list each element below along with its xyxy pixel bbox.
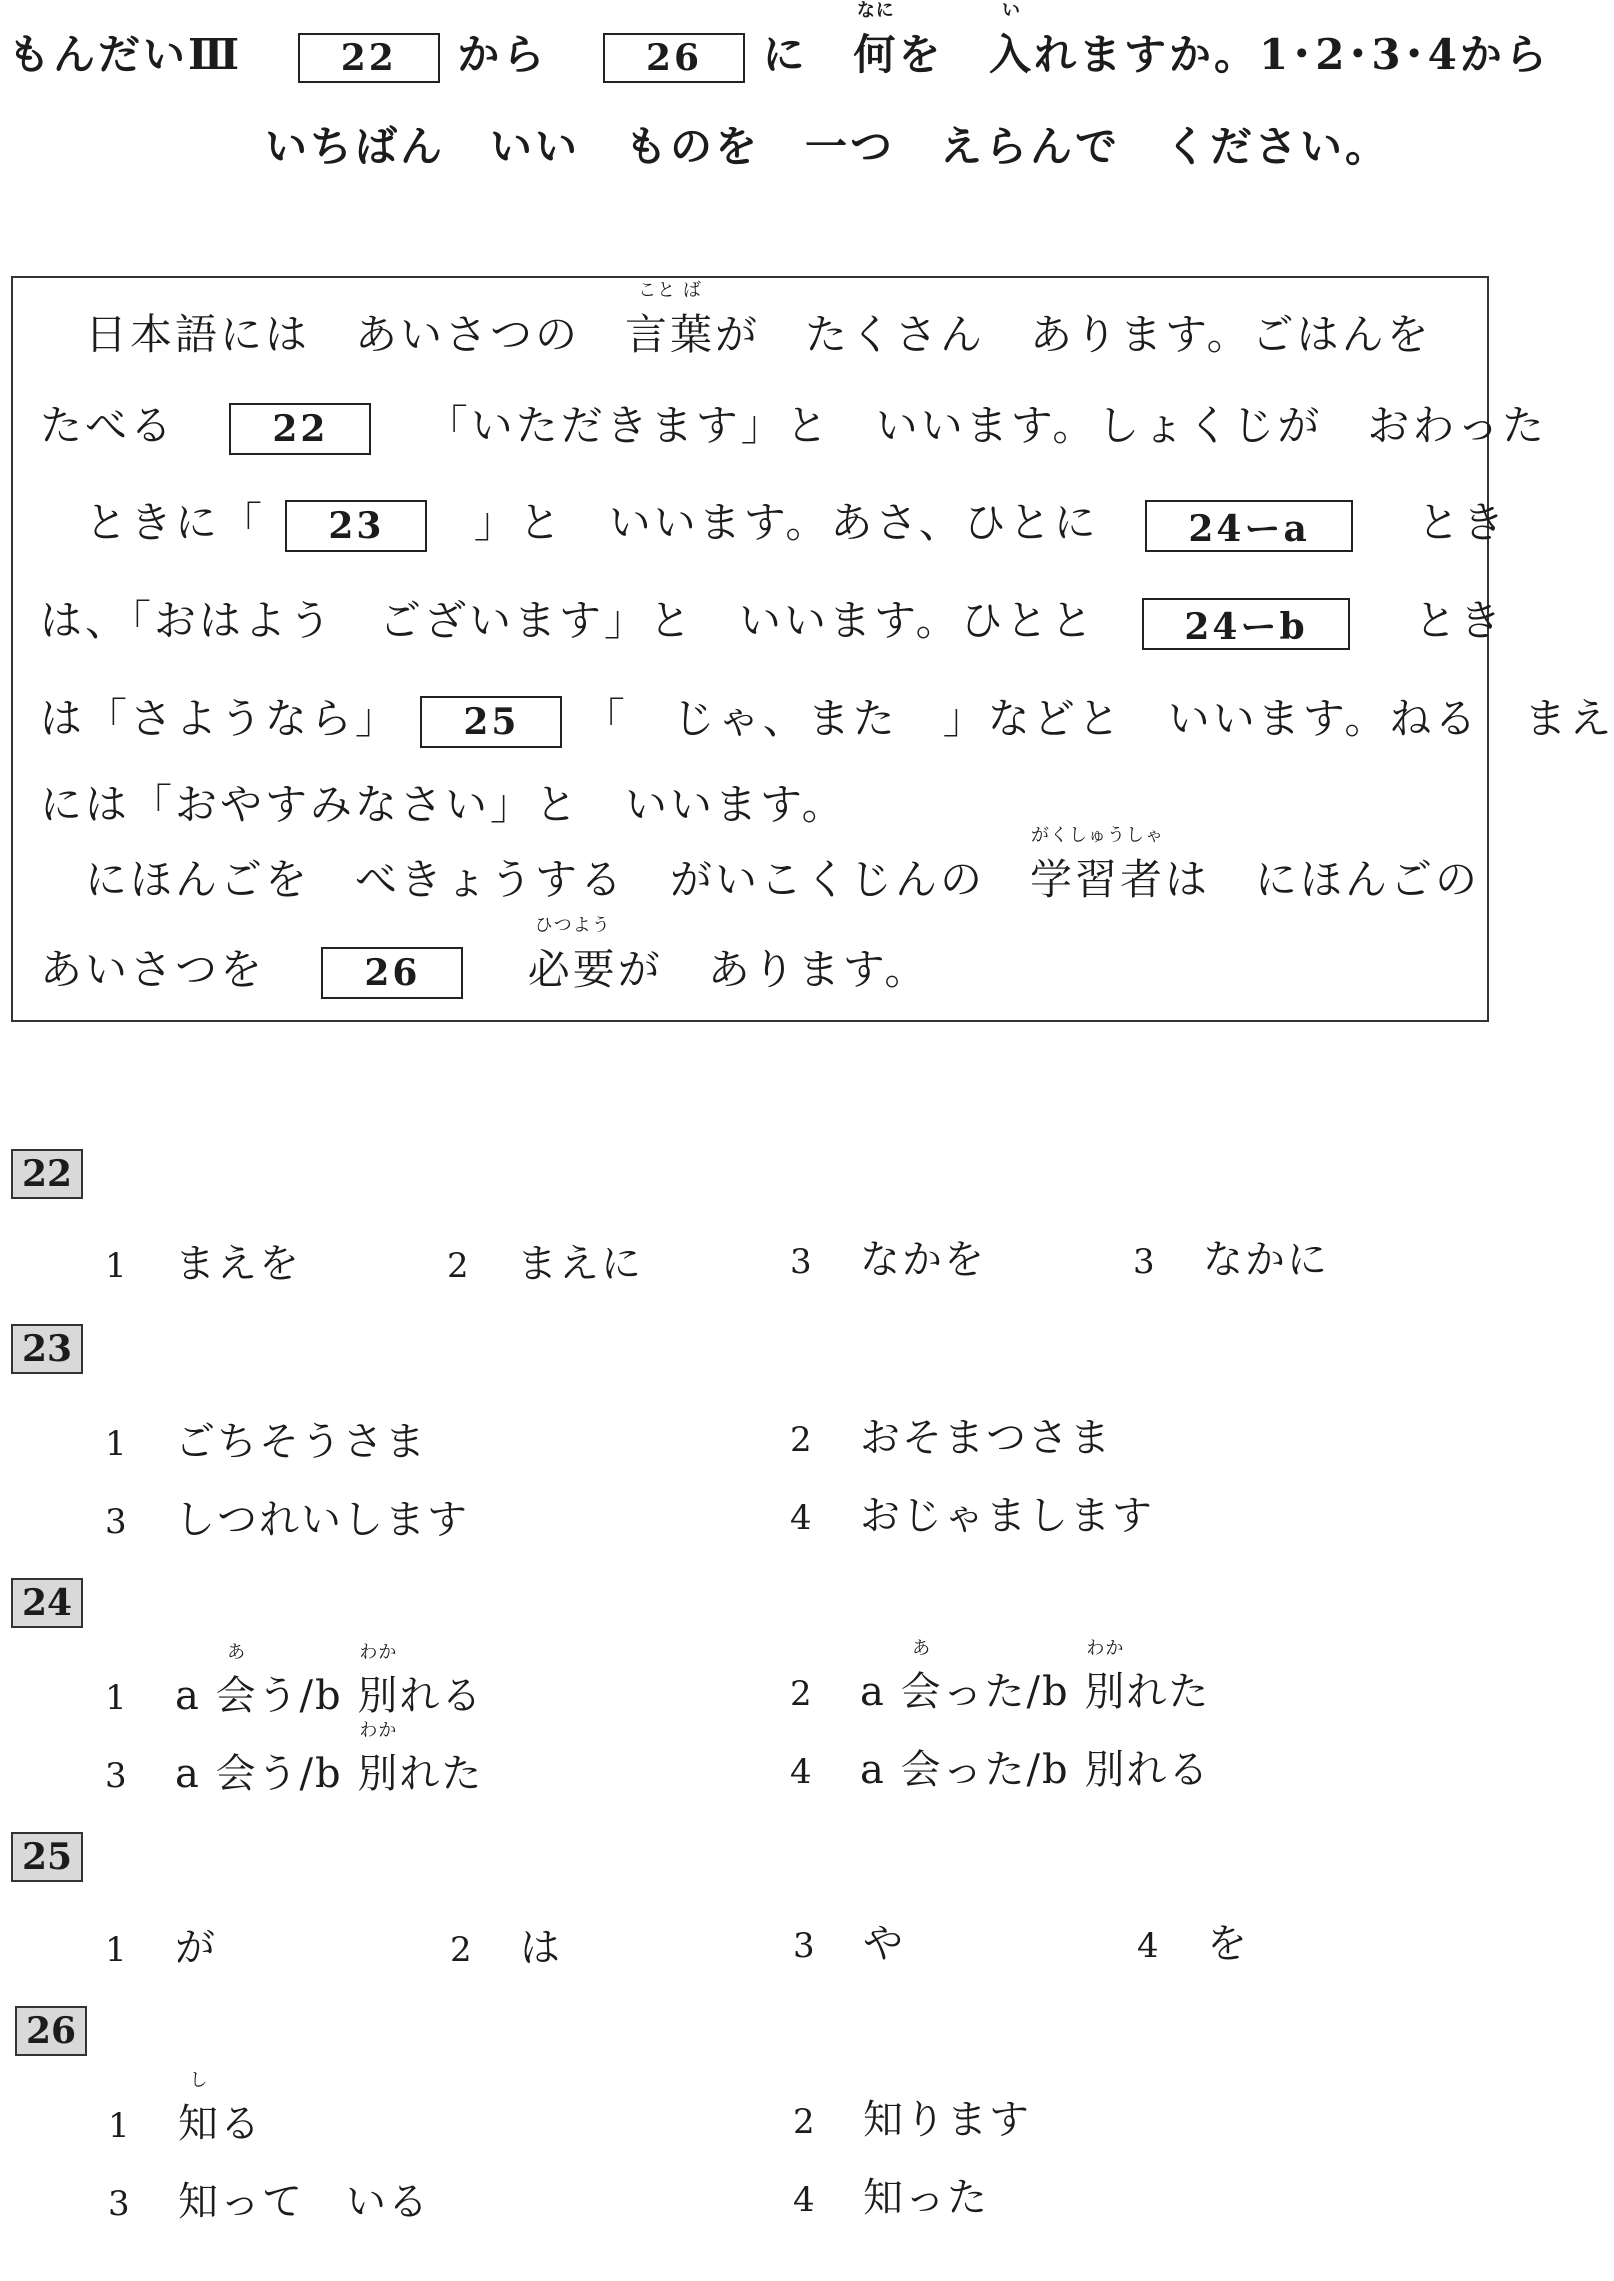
gakushuusha-ruby-group: がくしゅうしゃ 学習者 [1030, 825, 1166, 904]
passage-line-3: ときに「 23 」と いいます。あさ、ひとに 24ーa とき [85, 490, 1507, 552]
blank-24b: 24ーb [1142, 598, 1350, 650]
q24-option-3[interactable]: 3 a 会う/b わか 別れた [105, 1720, 484, 1797]
ireru-rest-text: れますか。1･2･3･4から [1033, 30, 1550, 79]
blank-23: 23 [285, 500, 427, 552]
ireru-ruby-group: い 入 [988, 0, 1034, 79]
question-26-label: 26 [15, 2006, 87, 2056]
q25-option-1[interactable]: 1 が [105, 1925, 217, 1971]
passage-line-8: あいさつを 26 ひつよう 必要が あります。 [40, 937, 929, 999]
blank-24a: 24ーa [1145, 500, 1353, 552]
q23-option-4[interactable]: 4 おじゃまします [790, 1493, 1154, 1539]
q24-option-2[interactable]: 2 a あ 会った/b わか 別れた [790, 1638, 1211, 1715]
q23-option-1[interactable]: 1 ごちそうさま [105, 1419, 427, 1465]
wakareta-ruby-group-2: わか 別 [357, 1720, 400, 1797]
q24-option-4[interactable]: 4 a 会った/b 別れる [790, 1747, 1211, 1793]
wakareru-ruby-group: わか 別 [357, 1642, 400, 1719]
section-title: もんだいⅢ [8, 30, 243, 79]
q26-option-2[interactable]: 2 知ります [793, 2097, 1031, 2143]
au-ruby-group: あ 会 [215, 1642, 258, 1719]
q25-option-3[interactable]: 3 や [793, 1921, 905, 1967]
passage-line-5: は「さようなら」 25 「 じゃ、また 」などと いいます。ねる まえ [40, 686, 1614, 748]
q25-option-4[interactable]: 4 を [1137, 1921, 1249, 1967]
q23-option-2[interactable]: 2 おそまつさま [790, 1415, 1112, 1461]
instruction-line-2: いちばん いい ものを 一つ えらんで ください。 [265, 122, 1391, 171]
q26-option-3[interactable]: 3 知って いる [108, 2179, 430, 2225]
ni-text: に [762, 30, 808, 79]
question-22-label: 22 [11, 1149, 83, 1199]
atta-ruby-group: あ 会 [900, 1638, 943, 1715]
range-end-box: 26 [603, 33, 745, 83]
question-25-label: 25 [11, 1832, 83, 1882]
blank-25: 25 [420, 696, 562, 748]
q25-option-2[interactable]: 2 は [450, 1925, 562, 1971]
wakareta-ruby-group: わか 別 [1084, 1638, 1127, 1715]
q22-option-3[interactable]: 3 なかを [790, 1237, 986, 1283]
kotoba-ruby-group: こと ば 言葉 [625, 280, 716, 359]
passage-line-1: 日本語には あいさつの こと ば 言葉が たくさん あります。ごはんを [85, 302, 1432, 362]
q23-option-3[interactable]: 3 しつれいします [105, 1497, 469, 1543]
q26-option-1[interactable]: 1 し 知る [108, 2070, 262, 2147]
q24-option-1[interactable]: 1 a あ 会う/b わか 別れる [105, 1642, 484, 1719]
passage-line-7: にほんごを べきょうする がいこくじんの がくしゅうしゃ 学習者は にほんごの [85, 847, 1480, 907]
passage-line-4: は、「おはよう ございます」と いいます。ひとと 24ーb とき [40, 588, 1504, 650]
blank-22: 22 [229, 403, 371, 455]
question-23-label: 23 [11, 1324, 83, 1374]
instruction-line-1 [8, 0, 1550, 83]
question-24-label: 24 [11, 1578, 83, 1628]
range-start-box: 22 [298, 33, 440, 83]
q26-option-4[interactable]: 4 知った [793, 2175, 989, 2221]
hitsuyou-ruby-group: ひつよう 必要 [527, 915, 618, 994]
q22-option-2[interactable]: 2 まえに [447, 1241, 643, 1287]
q22-option-4[interactable]: 3 なかに [1133, 1237, 1329, 1283]
nani-ruby-group: なに 何 [853, 0, 899, 79]
kara-text: から [457, 30, 548, 79]
wo-text: を [898, 30, 944, 79]
passage-line-6: には「おやすみなさい」と いいます。 [40, 780, 847, 829]
shiru-ruby-group: し 知 [178, 2070, 220, 2147]
blank-26: 26 [321, 947, 463, 999]
q22-option-1[interactable]: 1 まえを [105, 1241, 301, 1287]
passage-line-2: たべる 22 「いただきます」と いいます。しょくじが おわった [40, 393, 1547, 455]
